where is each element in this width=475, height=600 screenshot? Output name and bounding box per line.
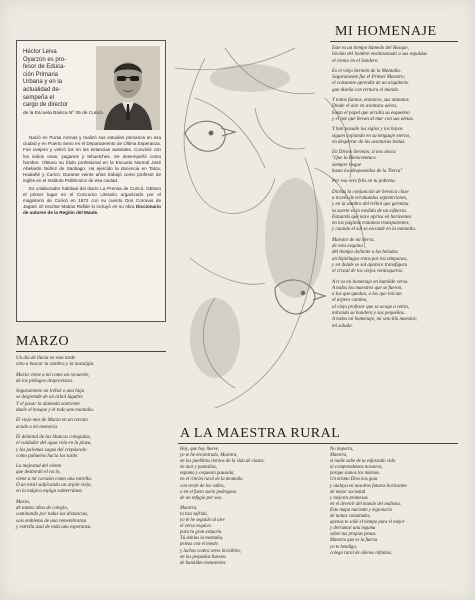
poem-line: y el pez que llevan al mar con sus aletas. [332,116,414,122]
poem-line: yo te he seguido al aire [180,518,225,524]
bio-intro-line: Urbana y en la [23,79,63,86]
poem-line: el arpero camino, [332,298,368,304]
poem-line: que diseña con ternura el mundo. [332,87,400,93]
poem-line: hasta los desposeídos de la Tierra" [332,169,403,175]
poem-stanza [332,46,462,65]
poem-line: a los que quedan, a los que inician [332,292,402,298]
poem-line: de esta esquina [332,244,363,250]
marzo-rule [16,351,166,352]
poem-line: Dichas la conjunción de heroica clase [332,189,409,195]
poem-line: el verso esquivo [180,524,211,530]
poem-line: tu suerte es la medida de un esfuerzo. [332,208,408,214]
poem-line: de tantos años de colegio, [16,505,69,511]
bio-intro-line: de la Escuela Básica Nº 35 de Curicó. [23,110,104,116]
poem-line: en el rincón rural de la montaña [180,477,243,483]
poem-stanza [330,447,460,557]
poem-line: archipiélagos rotos por los témpanos, [332,256,408,262]
poem-line: sobre tus propias penas. [330,532,377,538]
poem-line: y derramar una leguma [330,526,376,532]
poem-line: llovido del hombre ensimismado a sus espaldas [332,52,428,58]
poem-line: y estrella azul de toda una esperanza. [16,524,92,530]
poem-stanza [332,238,462,276]
poem-line: con verde de los valles, [180,483,225,489]
poem-line: siguen copiando en su lenguaje eterno, [332,133,411,139]
poem-line: hasta el papel que arrulla su esqueleto [332,110,410,116]
poem-line: Y todos fuimos, entonces, sus alumnos. [332,98,410,104]
poem-line: Y el pasar la alameda sonriente [16,401,80,407]
poem-line: el viento en el Sendero. [332,58,379,64]
poem-line: Marzo, [16,499,31,505]
bio-intro [23,49,104,117]
poem-stanza [180,447,320,502]
poem-line: Marzo viene a mí como un recuerdo, [16,372,90,378]
poem-line: A todos los maestros que se fueron, [332,285,403,291]
bio-intro-line: fesor de Educa- [23,64,66,71]
poem-line: El viejo mes de Marzo en un retrato [16,418,88,424]
poem-line: O un misil salpicando un arpón viejo, [16,483,92,489]
poem-line: en los pueblitos tiernos de la vida de clases, [180,459,265,465]
poem-stanza [332,280,462,330]
poem-line: como pañuelos hacia los tarde. [16,453,79,459]
poem-line: y luchas contra seres invisibles, [180,548,241,554]
bio-intro-line: Oyarzún es pro- [23,56,67,63]
poem-line: peleas con el miedo [180,542,218,548]
poem-line: mirando su bandera y sus pequeños. [332,310,406,316]
poem-line: y en donde se sol aparece transfigura [332,262,408,268]
bio-intro-line: Héctor Leiva [23,49,57,55]
poem-line: Hoy, que hoy llueve, [180,447,220,452]
poem-line: que desbordó el rocío, [16,470,61,476]
poem-line: Desde el aire en aventura aérea, [332,104,398,110]
poem-line: En Divino Sermón, sí nos decía: [332,150,397,156]
poem-stanza [180,506,320,567]
poem-line: apenas te soñé el tiempo para el mejor [330,520,405,526]
poem-stanza [16,389,166,414]
poem-stanza [332,150,462,175]
poem-stanza [332,179,462,185]
poem-stanza [16,373,166,386]
poem-line: Y han pasado los siglos y los hayas [332,127,403,133]
bio-paragraph-2: Es colaborador habitual del diario La Prensa de Curicó. Obtuvo el primer lugar en el Concurso Literario organizado por el magisterio de Curicó en 1972 con su cuento Dos Coronas de Jagüel. El escritor Matías Rafide lo incluyó en su obra Diccionario de autores de la Región del Maule. [23,185,161,216]
poem-line: si nadie sabe de tu esforzado vida [330,459,396,465]
poem-line: de tantas voluntades, [330,514,371,520]
homenaje-rule [330,41,458,42]
homenaje-title: MI HOMENAJE [335,24,437,39]
bio-intro-line: sempeña el [23,94,55,101]
bio-paragraph-1: Nació en Punta Arenas y realizó sus estudios primarios en esa ciudad y en Puerto Seno en el Departamento de Última Esperanza. Fue ovejero y velicó los en las estancias australes. Convivió con los indios onas, yaganes y tehuelches. Se desempeñó como hombre. Obtuvo su título profesional en la Escuela Normal José Abelardo Núñez de Santiago. Ha ejercido la docencia en Talca, Hualañé y Curicó. Durante veinte años trabajó como profesor de inglés en el Instituto Politécnico de esa ciudad. [23,135,161,184]
poem-stanza [332,190,462,234]
poem-line: Tú doblas la montaña, [180,536,224,542]
poem-line: Maestra, [180,505,198,511]
poem-line: en mar y pantallas, [180,465,218,471]
poem-line: del tiempo doliente a los helados [332,250,398,256]
bio-intro-line: actualidad de- [23,86,61,93]
poem-line: se desprende de un árbol lúgubre [16,395,83,401]
poem-line: Un día de lluvia en esta tarde [16,356,76,361]
poem-line: Un mismo Dios nos guía [330,477,378,483]
poem-line: "Que la Bienaventura [332,156,376,162]
poem-line: de mejor sociedad [330,489,366,495]
poem-line: o en el fuero suelo pedregoso [180,489,237,495]
poem-line: Seguramente fue el Primer Maestro; [332,75,406,81]
poem-line: siempre llegue [332,162,362,168]
poem-line: de un refugio por sea. [180,495,223,501]
poem-line: tu tiza sufrida, [180,511,208,517]
bio-intro-line: ción Primaria [23,71,59,78]
poem-line: y mejores promesas [330,495,368,501]
poem-line: caminando por todas las distancias, [16,512,89,518]
maestra-poem-left [180,447,320,571]
poem-line: y los palomas sagas del crepúsculo [16,447,87,453]
poem-line: A ti va mi homenaje en humilde verso. [332,279,409,285]
poem-line: duele el bosque y el todo une montaña. [16,408,95,414]
poem-stanza [16,356,166,369]
poem-line: yo te he encontrado, Maestra, [180,453,238,459]
poem-line: Es el viejo Sermón de la Montaña. [332,68,402,74]
homenaje-poem [332,46,462,334]
poem-line: en despertar de las aventuras lentas. [332,139,406,145]
author-photo [96,46,160,130]
poem-line: porque somos los mismos. [330,471,381,477]
poem-line: Seguramente un trébol o una hoja [16,389,85,395]
poem-line: en las páginas tratamos transparentes, [332,221,410,227]
poem-line: yo te bendigo, [330,544,358,550]
poem-line: La majestad del viento [16,464,62,470]
maestra-rule [178,443,458,444]
poem-line: en el devenir del mundo del mañana. [330,501,402,507]
poem-line: y atalaya en nosotros futuros horizontes [330,483,407,489]
poem-stanza [332,98,462,123]
author-bio-box [16,40,166,322]
marzo-title: MARZO [16,334,70,349]
maestra-poem-right [330,447,460,561]
marzo-poem [16,356,166,535]
poem-line: para tu gran estuario. [180,530,223,536]
poem-stanza [16,464,166,495]
poem-line: Maestra que es la fuerza [330,538,378,544]
poem-line: mi saludo. [332,323,353,329]
poem-line: acude a mi memoria. [16,424,59,430]
poem-line: viene a mi corazón como una estrella. [16,476,93,482]
poem-line: Maestro de mi tierra, [332,237,375,243]
poem-line: Este es un tiempo húmedo del Bosque, [332,46,409,51]
poem-line: en la mágica espiga subterránea. [16,489,83,495]
poem-stanza [332,69,462,94]
poem-line: el constante aprendiz de un arquitecto [332,81,409,87]
poem-line: Maestra, [330,453,348,459]
bio-body [23,135,161,218]
poem-line: espuma y orquesta pausada, [180,471,235,477]
poem-stanza [16,500,166,531]
poem-line: Por eso eres feliz en tu pobreza. [332,179,396,185]
maestra-title: A LA MAESTRA RURAL [180,426,341,441]
poem-line: de los piélagos desprovistos. [16,378,74,384]
poem-line: y cuando el sol se esconde en la montaña. [332,227,417,233]
poem-line: y en la sombra del trébol que germina [332,202,409,208]
poem-stanza [332,127,462,146]
poem-line: al viejo profesor que se acoge a retiro, [332,304,410,310]
poem-line: El delantal de las blancas colegialas, [16,434,91,440]
poem-stanza [16,435,166,460]
poem-line: colega rural de silenos infinitos. [330,550,393,556]
poem-line: el cristal de los viejos ventisqueros. [332,269,404,275]
poem-line: el cuidador del agua vela en la plaza, [16,441,92,447]
poem-line: en las pequeñas huestes [180,554,226,560]
bio-intro-line: cargo de director [23,102,69,109]
poem-line: a través de errabundos septentriones, [332,195,408,201]
poem-line: de humildes menesteres. [180,560,227,566]
poem-line: Estuardo que nace aprisa en horizontes [332,214,412,220]
poem-line: No importa, [330,447,354,452]
poem-line: sois emblema de una remembranza [16,518,87,524]
poem-line: ni comprendemos nosotros, [330,465,383,471]
poem-line: Este mapa naciente y legionario [330,507,393,513]
poem-line: vino a buscar la sombra y la nostalgia. [16,362,95,368]
poem-line: A todos mi homenaje, mi sencilla maestra; [332,317,418,323]
poem-stanza [16,418,166,431]
